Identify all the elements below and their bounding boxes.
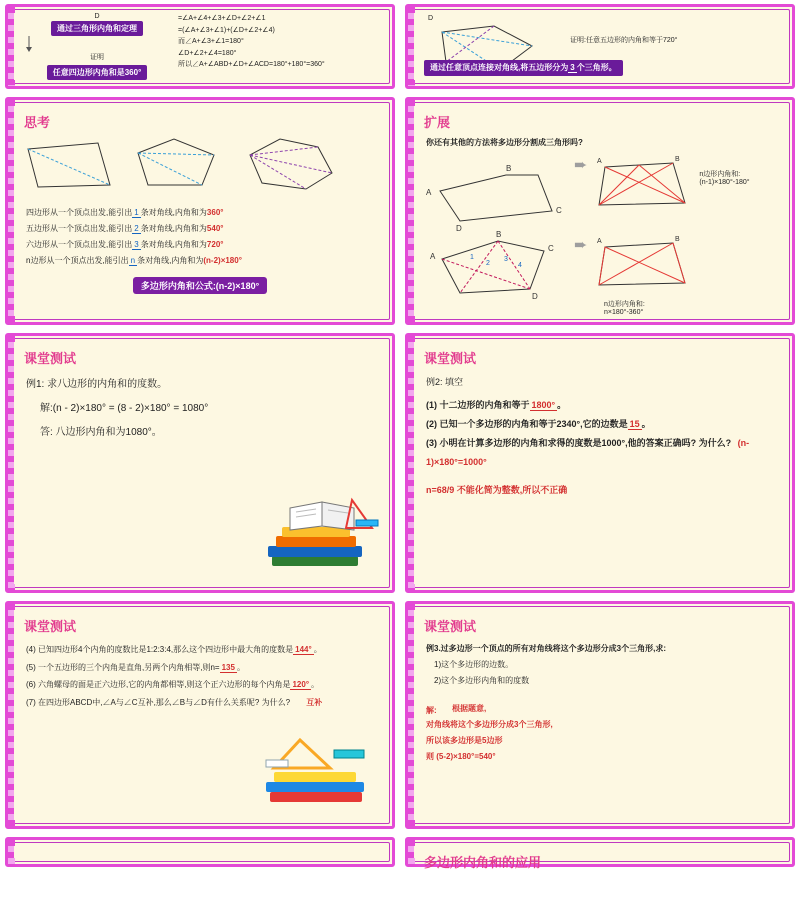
pill-triangle-theorem: 通过三角形内角和定理	[51, 21, 143, 36]
slide-10[interactable]	[405, 837, 795, 870]
item-7-blank: 互补	[306, 697, 323, 707]
item-5-pre: 一个五边形的三个内角是直角,另两个内角相等,则n=	[38, 662, 220, 672]
stationery-illustration	[260, 734, 378, 814]
slide-7-content	[14, 610, 386, 820]
slide-8[interactable]	[405, 601, 795, 829]
proof-line-1: =∠A+∠4+∠3+∠D+∠2+∠1	[178, 15, 266, 22]
row-n-count: n	[130, 256, 136, 265]
row-2-pre: 五边形从一个顶点出发,能引出	[26, 224, 133, 233]
item-4-pre: 已知四边形4个内角的度数比是1:2:3:4,那么这个四边形中最大角的度数是	[38, 645, 294, 654]
svg-text:1: 1	[470, 254, 474, 261]
row-1-mid: 条对角线,内角和为	[140, 208, 207, 217]
proof-line-4: ∠D+∠2+∠4=180°	[178, 49, 237, 57]
slide-2[interactable]	[405, 4, 795, 89]
item-3-num: (3)	[426, 437, 437, 448]
svg-text:A: A	[597, 238, 603, 245]
page-title: 扩展	[424, 115, 451, 130]
label-proof: 证明	[90, 54, 104, 61]
item-2-pre: 已知一个多边形的内角和等于2340°,它的边数是	[439, 418, 628, 429]
slide-8-content	[414, 610, 786, 820]
quad-split-diagram-2	[595, 235, 691, 293]
slide-10-content	[414, 846, 786, 870]
proof-line-2: =(∠A+∠3+∠1)+(∠D+∠2+∠4)	[178, 26, 275, 34]
item-3-blank: (n-1)×180°=1000°	[426, 437, 750, 467]
quad-diagrams-left	[420, 155, 570, 305]
row-3-pre: 六边形从一个顶点出发,能引出	[26, 240, 133, 249]
test-item-6	[26, 676, 376, 694]
item-5-num: (5)	[26, 662, 36, 672]
fill-item-1	[426, 396, 776, 415]
item-7-num: (7)	[26, 697, 36, 707]
pill-polygon-formula: 多边形内角和公式:(n-2)×180°	[133, 277, 267, 294]
ex3-solution-label: 解:	[426, 706, 437, 715]
item-6-post: 。	[311, 680, 320, 690]
item-2-blank: 15	[629, 418, 640, 429]
test-item-7	[26, 694, 376, 712]
ex3-sol-line-3: 所以该多边形是5边形	[426, 736, 503, 745]
pill-quad-sum: 任意四边形内角和是360°	[47, 65, 148, 80]
svg-text:A: A	[430, 252, 436, 261]
slide-4[interactable]	[405, 97, 795, 325]
ex3-sol-line-4: 则 (5-2)×180°=540°	[426, 752, 496, 761]
svg-text:4: 4	[518, 262, 522, 269]
page-title: 思考	[24, 115, 51, 130]
row-n-mid: 条对角线,内角和为	[137, 256, 204, 265]
extend-question: 你还有其他的方法将多边形分割成三角形吗?	[426, 138, 583, 147]
item-1-num: (1)	[426, 399, 437, 410]
pentagon-conclusion: 证明:任意五边形的内角和等于720°	[570, 37, 678, 44]
note1-line2: (n-1)×180°-180°	[699, 179, 750, 186]
svg-text:C: C	[556, 206, 562, 215]
slide-6-content	[414, 342, 786, 584]
books-illustration	[260, 494, 380, 580]
down-arrow-icon	[22, 36, 36, 52]
slide-7[interactable]	[5, 601, 395, 829]
page-title: 课堂测试	[24, 619, 77, 634]
svg-text:A: A	[597, 158, 603, 165]
item-5-blank: 135	[221, 662, 235, 672]
item-1-blank: 1800°	[531, 399, 556, 410]
svg-text:B: B	[506, 164, 512, 173]
item-6-num: (6)	[26, 680, 36, 690]
svg-text:C: C	[548, 244, 554, 253]
think-row-n	[26, 253, 376, 269]
page-title: 课堂测试	[424, 351, 477, 366]
ex3-question: 例3.过多边形一个顶点的所有对角线将这个多边形分成3个三角形,求:	[426, 644, 667, 653]
row-1-value: 360°	[206, 208, 224, 217]
item-2-num: (2)	[426, 418, 437, 429]
row-2-count: 2	[134, 224, 139, 233]
row-n-pre: n边形从一个顶点出发,能引出	[26, 256, 129, 265]
right-arrow-icon-2: ➨	[574, 237, 588, 254]
example-answer: 答: 八边形内角和为1080°。	[40, 427, 162, 438]
item-4-blank: 144°	[295, 645, 312, 654]
pill-blank: 3	[570, 63, 575, 72]
item-3-pre: 小明在计算多边形的内角和求得的度数是1000°,他的答案正确吗? 为什么?	[439, 437, 732, 448]
slide-9[interactable]	[5, 837, 395, 867]
think-row-3	[26, 237, 376, 253]
slide-2-content	[414, 13, 786, 80]
test-item-4	[26, 641, 376, 659]
slide-1-content	[14, 13, 386, 80]
row-3-value: 720°	[206, 240, 224, 249]
ex3-sol-line-1: 根据题意,	[452, 704, 487, 713]
item-1-pre: 十二边形的内角和等于	[439, 399, 530, 410]
think-row-1	[26, 205, 376, 221]
pill-pentagon-split	[424, 60, 623, 76]
item-4-num: (4)	[26, 645, 36, 654]
note1-line1: n边形内角和:	[699, 171, 741, 178]
label-point-d: D	[428, 15, 434, 22]
item-4-post: 。	[313, 645, 322, 654]
svg-text:3: 3	[504, 256, 508, 263]
quad-split-diagram-1	[595, 155, 691, 213]
item-7-pre: 在四边形ABCD中,∠A与∠C互补,那么∠B与∠D有什么关系呢? 为什么?	[38, 697, 291, 707]
slide-3-content	[14, 106, 386, 316]
page-title: 课堂测试	[24, 351, 77, 366]
note2-line1: n边形内角和:	[604, 301, 645, 308]
fill-blank-heading: 例2: 填空	[426, 377, 464, 387]
slide-1[interactable]	[5, 4, 395, 89]
item-6-blank: 120°	[292, 680, 310, 690]
svg-text:D: D	[532, 292, 538, 301]
svg-text:B: B	[675, 156, 681, 163]
svg-text:B: B	[496, 230, 502, 239]
think-row-2	[26, 221, 376, 237]
example-solution: 解:(n - 2)×180° = (8 - 2)×180° = 1080°	[40, 403, 209, 414]
page-title: 课堂测试	[424, 619, 477, 634]
fill-item-3	[426, 434, 776, 472]
slide-5[interactable]	[5, 333, 395, 593]
row-3-mid: 条对角线,内角和为	[140, 240, 207, 249]
row-2-value: 540°	[206, 224, 224, 233]
label-point-d: D	[94, 13, 100, 20]
item-5-post: 。	[236, 662, 245, 672]
slide-5-content	[14, 342, 386, 584]
pill-pre-text: 通过任意顶点连接对角线,将五边形分为	[430, 63, 569, 72]
pill-post-text: 个三角形。	[576, 63, 617, 72]
proof-line-3: 而∠A+∠3+∠1=180°	[178, 38, 244, 46]
right-arrow-icon-1: ➨	[574, 157, 588, 174]
page-title: 多边形内角和的应用	[424, 855, 542, 870]
item-6-pre: 六角螺母的面是正六边形,它的内角都相等,则这个正六边形的每个内角是	[38, 680, 291, 690]
slide-4-content	[414, 106, 786, 316]
ex3-sol-line-2: 对角线将这个多边形分成3个三角形,	[426, 720, 553, 729]
slide-3[interactable]	[5, 97, 395, 325]
row-1-pre: 四边形从一个顶点出发,能引出	[26, 208, 133, 217]
row-3-count: 3	[134, 240, 139, 249]
slide-6[interactable]	[405, 333, 795, 593]
svg-text:B: B	[675, 236, 681, 243]
svg-text:2: 2	[486, 260, 490, 267]
svg-text:A: A	[426, 188, 432, 197]
fill-item-2	[426, 415, 776, 434]
polygons-diagram	[14, 135, 344, 197]
item-1-post: 。	[557, 399, 567, 410]
item-2-post: 。	[641, 418, 651, 429]
row-2-mid: 条对角线,内角和为	[140, 224, 207, 233]
row-1-count: 1	[134, 208, 139, 217]
note2-line2: n×180°-360°	[604, 309, 644, 316]
svg-text:D: D	[456, 224, 462, 233]
example-question: 例1: 求八边形的内角和的度数。	[26, 379, 168, 390]
ex3-item-1: 1)这个多边形的边数。	[434, 660, 514, 669]
fill-final-note: n=68/9 不能化简为整数,所以不正确	[426, 485, 568, 496]
ex3-item-2: 2)这个多边形内角和的度数	[434, 676, 530, 685]
proof-line-5: 所以∠A+∠ABD+∠D+∠ACD=180°+180°=360°	[178, 61, 325, 69]
slide-9-content	[14, 846, 386, 858]
test-item-5	[26, 659, 376, 677]
row-n-value: (n-2)×180°	[203, 256, 242, 265]
